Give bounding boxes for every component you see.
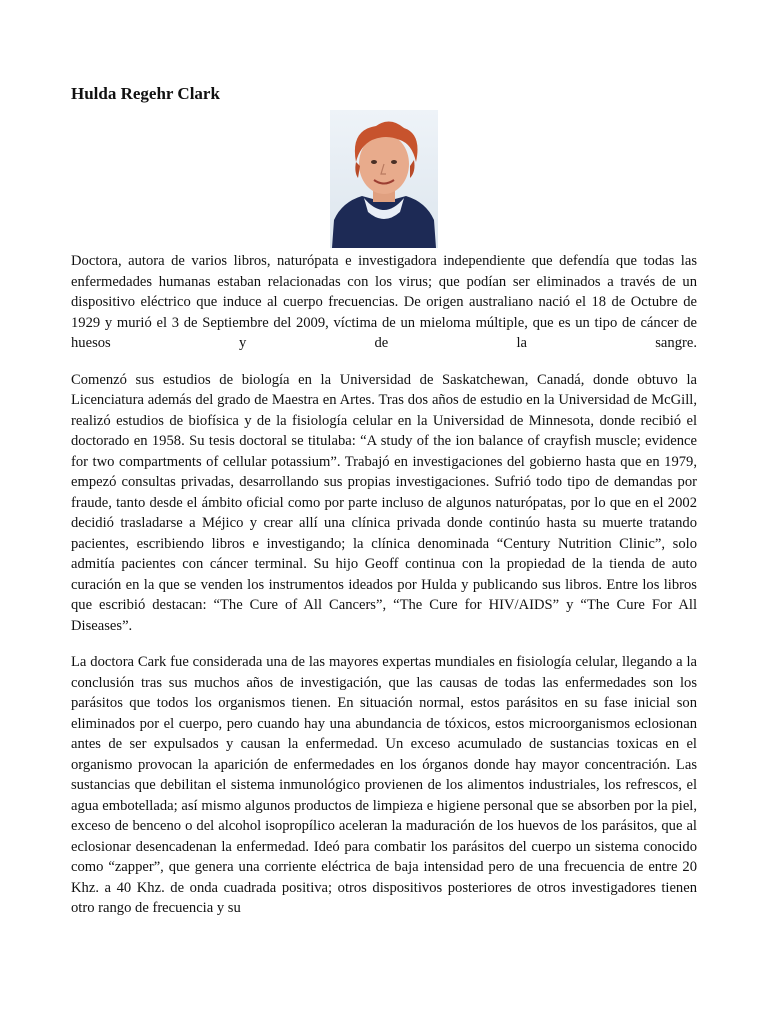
paragraph-intro: Doctora, autora de varios libros, naturópata e investigadora independiente que defendía que todas las enfermedades humanas estaban relacionadas con los virus; que podían ser eliminados a través de un dispositivo eléctrico que induce al cuerpo frecuencias. De origen australiano nació el 18 de Octubre de 1929 y murió el 3 de Septiembre del 2009, víctima de un mieloma múltiple, que es un tipo de cáncer de huesos y de la sangre. bbox=[71, 253, 697, 351]
portrait-photo bbox=[330, 110, 438, 248]
paragraph-research: La doctora Cark fue considerada una de las mayores expertas mundiales en fisiología celular, llegando a la conclusión tras sus muchos años de investigación, que las causas de todas las enfermedades son los parásitos que todos los organismos tienen. En situación normal, estos parásitos en su fase inicial son eliminados por el cuerpo, pero cuando hay una abundancia de tóxicos, estos microorganismos eclosionan antes de ser expulsados y causan la enfermedad. Un exceso acumulado de sustancias toxicas en el organismo provocan la aparición de enfermedades en los órganos donde hay mayor concentración. Las sustancias que debilitan el sistema inmunológico provienen de los alimentos industriales, los refrescos, el agua embotellada; así mismo algunos productos de limpieza e higiene personal que se absorben por la piel, exceso de benceno o del alcohol isopropílico aceleran la maduración de los huevos de los parásitos, que al eclosionar desencadenan la enfermedad. Ideó para combatir los parásitos del cuerpo un sistema conocido como “zapper”, que genera una corriente eléctrica de baja intensidad pero de una frecuencia de entre 20 Khz. a 40 Khz. de onda cuadrada positiva; otros dispositivos posteriores de otros investigadores tienen otro rango de frecuencia y su bbox=[71, 654, 697, 916]
document-title: Hulda Regehr Clark bbox=[71, 84, 220, 103]
portrait-photo-icon bbox=[330, 110, 438, 248]
paragraph-biography: Comenzó sus estudios de biología en la Universidad de Saskatchewan, Canadá, donde obtuvo la Licenciatura además del grado de Maestra en Artes. Tras dos años de estudio en la Universidad de McGill, realizó estudios de biofísica y de la fisiología celular en la Universidad de Minnesota, donde recibió el doctorado en 1958. Su tesis doctoral se titulaba: “A study of the ion balance of crayfish muscle; evidence for two compartments of cellular potassium”. Trabajó en investigaciones del gobierno hasta que en 1979, empezó consultas privadas, desarrollando sus propias investigaciones. Sufrió todo tipo de demandas por fraude, tanto desde el ámbito oficial como por parte incluso de algunos naturópatas, por lo que en el 2002 decidió trasladarse a Méjico y crear allí una clínica privada donde continúo hasta su muerte tratando pacientes, escribiendo libros e investigando; la clínica denominada “Century Nutrition Clinic”, solo admitía pacientes con cáncer terminal. Su hijo Geoff continua con la propiedad de la tienda de auto curación en la que se venden los instrumentos ideados por Hulda y publicando sus libros. Entre los libros que escribió destacan: “The Cure of All Cancers”, “The Cure for HIV/AIDS” y “The Cure For All Diseases”. bbox=[71, 371, 697, 634]
article-body bbox=[71, 251, 697, 935]
